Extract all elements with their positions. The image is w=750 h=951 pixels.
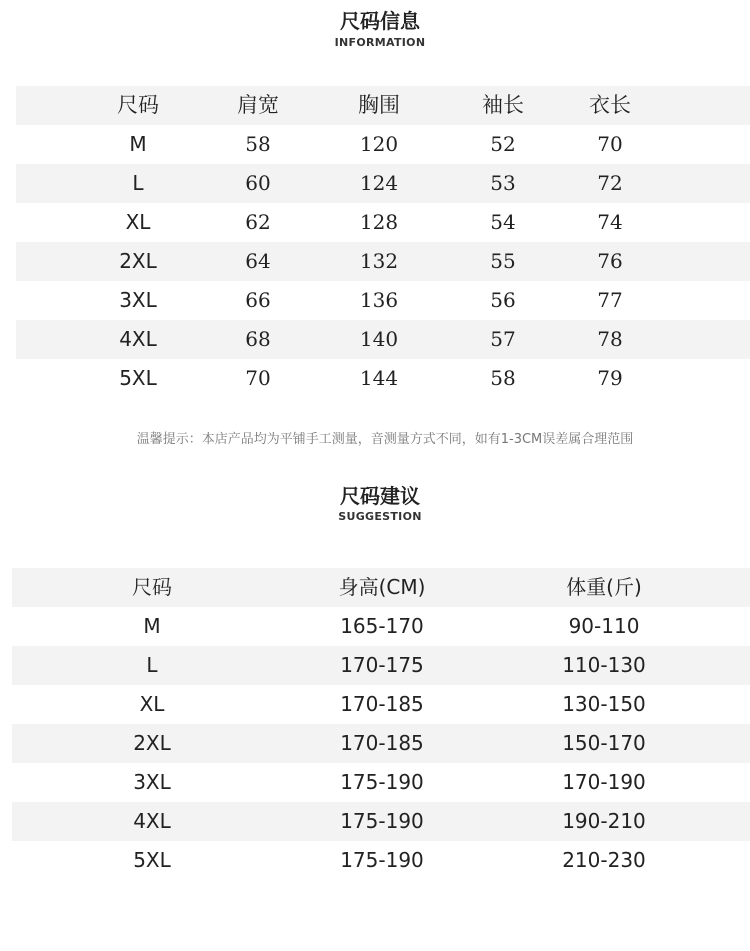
table-row — [16, 125, 750, 164]
table-row — [12, 685, 750, 724]
cell-height: 175-190 — [340, 848, 424, 872]
table-row — [16, 164, 750, 203]
cell-shoulder: 58 — [245, 132, 271, 156]
cell-height: 165-170 — [340, 614, 424, 638]
cell-size: M — [129, 132, 147, 156]
header-size: 尺码 — [117, 93, 159, 117]
size-info-title: 尺码信息 — [340, 9, 420, 33]
header-weight: 体重(斤) — [566, 575, 642, 599]
table-header-row — [16, 86, 750, 125]
header-size: 尺码 — [132, 575, 172, 599]
cell-size: L — [146, 653, 158, 677]
cell-length: 74 — [597, 210, 623, 234]
size-info-table — [16, 86, 750, 398]
cell-shoulder: 60 — [245, 171, 271, 195]
cell-size: 3XL — [119, 288, 157, 312]
cell-sleeve: 54 — [490, 210, 516, 234]
measurement-note: 温馨提示：本店产品均为平铺手工测量，音测量方式不同，如有1-3CM误差属合理范围 — [136, 432, 634, 447]
cell-sleeve: 58 — [490, 366, 516, 390]
cell-chest: 124 — [359, 171, 399, 195]
cell-weight: 90-110 — [568, 614, 640, 638]
cell-height: 170-175 — [340, 653, 424, 677]
cell-size: 5XL — [133, 848, 171, 872]
cell-length: 79 — [597, 366, 623, 390]
cell-chest: 132 — [359, 249, 399, 273]
cell-size: XL — [125, 210, 151, 234]
cell-length: 78 — [597, 327, 623, 351]
header-height: 身高(CM) — [338, 575, 426, 599]
table-row — [16, 320, 750, 359]
table-row — [12, 802, 750, 841]
cell-size: 3XL — [133, 770, 171, 794]
cell-height: 175-190 — [340, 770, 424, 794]
size-suggestion-subtitle: SUGGESTION — [338, 510, 422, 523]
cell-shoulder: 68 — [245, 327, 271, 351]
cell-length: 70 — [597, 132, 623, 156]
cell-sleeve: 52 — [490, 132, 516, 156]
header-chest: 胸围 — [358, 93, 400, 117]
cell-weight: 150-170 — [562, 731, 646, 755]
table-header-row — [12, 568, 750, 607]
cell-size: M — [143, 614, 161, 638]
cell-weight: 210-230 — [562, 848, 646, 872]
cell-size: 5XL — [119, 366, 157, 390]
cell-chest: 128 — [359, 210, 399, 234]
cell-shoulder: 62 — [245, 210, 271, 234]
cell-size: 2XL — [119, 249, 157, 273]
table-row — [12, 724, 750, 763]
table-row — [16, 281, 750, 320]
cell-chest: 140 — [359, 327, 399, 351]
cell-height: 175-190 — [340, 809, 424, 833]
cell-length: 77 — [597, 288, 623, 312]
cell-sleeve: 56 — [490, 288, 516, 312]
table-row — [12, 646, 750, 685]
cell-weight: 110-130 — [562, 653, 646, 677]
table-row — [16, 359, 750, 398]
cell-weight: 130-150 — [562, 692, 646, 716]
cell-weight: 190-210 — [562, 809, 646, 833]
table-row — [12, 841, 750, 880]
header-shoulder: 肩宽 — [237, 93, 279, 117]
cell-size: 4XL — [133, 809, 171, 833]
table-row — [16, 242, 750, 281]
cell-sleeve: 53 — [490, 171, 516, 195]
cell-height: 170-185 — [340, 692, 424, 716]
cell-size: XL — [139, 692, 165, 716]
cell-size: L — [132, 171, 144, 195]
cell-chest: 136 — [359, 288, 399, 312]
size-suggestion-table — [12, 568, 750, 880]
cell-chest: 120 — [359, 132, 399, 156]
table-row — [12, 607, 750, 646]
size-suggestion-title: 尺码建议 — [340, 484, 420, 508]
cell-length: 76 — [597, 249, 623, 273]
header-sleeve: 袖长 — [482, 93, 524, 117]
cell-height: 170-185 — [340, 731, 424, 755]
cell-size: 2XL — [133, 731, 171, 755]
cell-length: 72 — [597, 171, 623, 195]
header-length: 衣长 — [589, 93, 631, 117]
size-info-subtitle: INFORMATION — [334, 36, 426, 49]
cell-sleeve: 55 — [490, 249, 516, 273]
cell-size: 4XL — [119, 327, 157, 351]
cell-shoulder: 64 — [245, 249, 271, 273]
cell-sleeve: 57 — [490, 327, 516, 351]
cell-shoulder: 70 — [245, 366, 271, 390]
cell-weight: 170-190 — [562, 770, 646, 794]
table-row — [16, 203, 750, 242]
cell-chest: 144 — [359, 366, 399, 390]
cell-shoulder: 66 — [245, 288, 271, 312]
table-row — [12, 763, 750, 802]
